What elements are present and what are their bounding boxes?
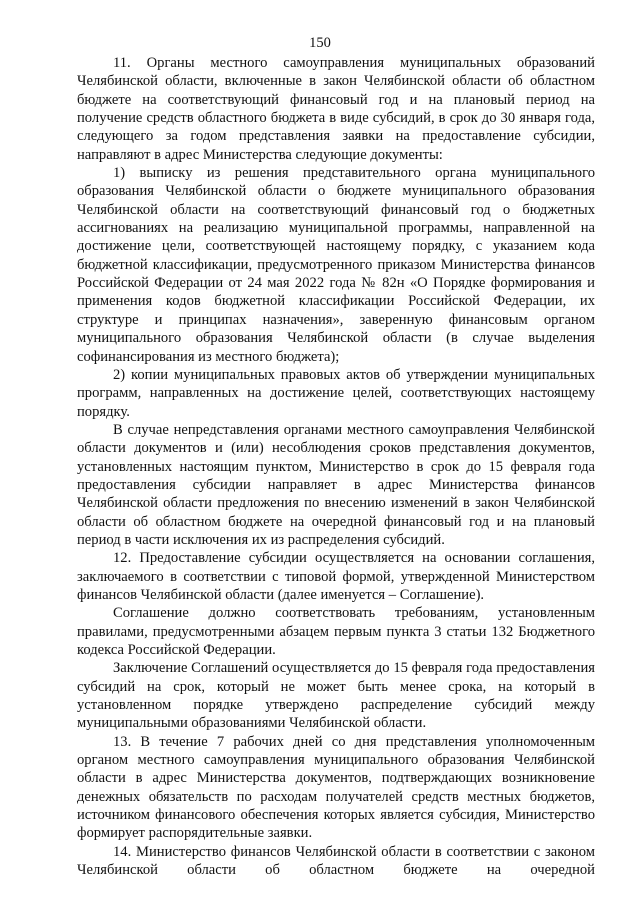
paragraph-non-submission: В случае непредставления органами местного самоуправления Челябинской области документов и (или) несоблюдения сроков представления документов, установленных настоящим пунктом, Министерство в срок до 15 февраля года предоставления субсидии направляет в адрес Министерства финансов Челябинской области предложения по внесению изменений в закон Челябинской области об областном бюджете на очередной финансовый год и на плановый период в части исключения их из распределения субсидий. [77, 421, 595, 548]
paragraph-12: 12. Предоставление субсидии осуществляется на основании соглашения, заключаемого в соответствии с типовой формой, утвержденной Министерством финансов Челябинской области (далее именуется – Соглашение). [77, 550, 595, 603]
paragraph-item-2: 2) копии муниципальных правовых актов об утверждении муниципальных программ, направленных на достижение целей, соответствующих настоящему порядку. [77, 366, 595, 420]
page-number: 150 [309, 35, 331, 51]
paragraph-13: 13. В течение 7 рабочих дней со дня представления уполномоченным органом местного самоуправления муниципального образования Челябинской области в адрес Министерства документов, подтверждающих возникновение денежных обязательств по расходам получателей средств местных бюджетов, источником финансового обеспечения которых является субсидия, Министерство формирует распорядительные заявки. [77, 733, 595, 842]
paragraph-agreement-requirements: Соглашение должно соответствовать требованиям, установленным правилами, предусмотренными абзацем первым пункта 3 статьи 132 Бюджетного кодекса Российской Федерации. [77, 605, 595, 658]
paragraph-item-1: 1) выписку из решения представительного органа муниципального образования Челябинской области о бюджете муниципального образования Челябинской области на соответствующий финансовый год о бюджетных ассигнованиях на реализацию муниципальной программы, направленной на достижение цели, соответствующей настоящему порядку, с указанием кода бюджетной классификации, предусмотренного приказом Министерства финансов Российской Федерации от 24 мая 2022 года № 82н «О Порядке формирования и применения кодов бюджетной классификации Российской Федерации, их структуре и принципах назначения», заверенную финансовым органом муниципального образования Челябинской области (в случае выделения софинансирования из местного бюджета); [77, 165, 595, 365]
paragraph-14: 14. Министерство финансов Челябинской области в соответствии с законом Челябинской области об областном бюджете на очередной [77, 843, 595, 879]
document-body [77, 54, 595, 879]
paragraph-11-intro: 11. Органы местного самоуправления муниципальных образований Челябинской области, включенные в закон Челябинской области об областном бюджете на соответствующий финансовый год и на плановый период на получение средств областного бюджета в виде субсидий, в срок до 30 января года, следующего за годом представления заявки на предоставление субсидии, направляют в адрес Министерства следующие документы: [77, 55, 595, 163]
paragraph-agreement-conclusion: Заключение Соглашений осуществляется до 15 февраля года предоставления субсидий на срок, который не может быть менее срока, на который в установленном порядке утверждено распределение субсидий между муниципальными образованиями Челябинской области. [77, 660, 595, 732]
